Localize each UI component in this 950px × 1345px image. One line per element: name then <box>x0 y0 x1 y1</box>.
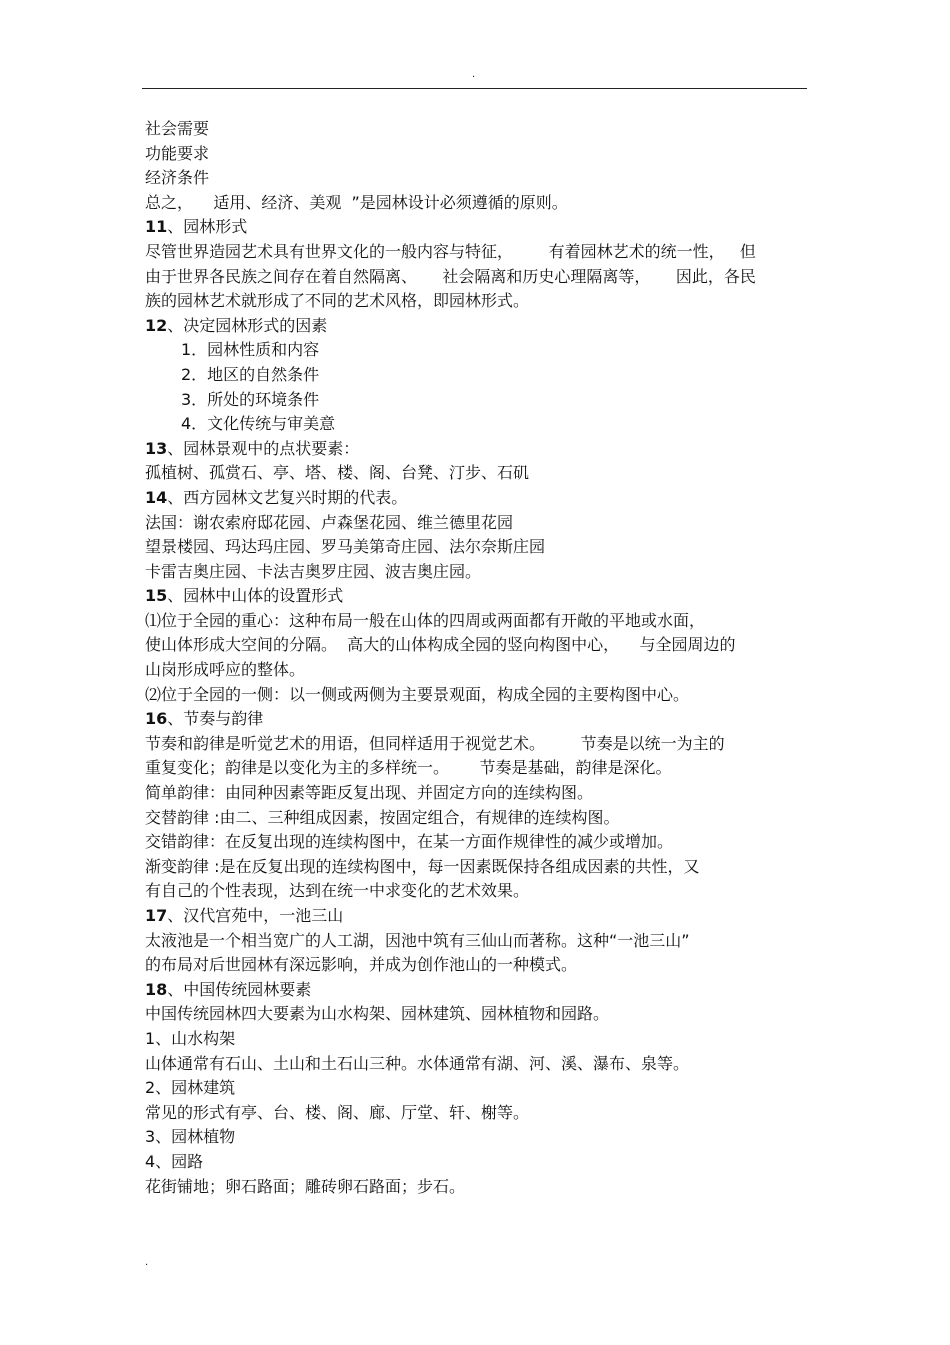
line-text: 功能要求 <box>145 143 210 163</box>
section-number: 18 <box>145 979 168 999</box>
header-rule <box>142 88 807 89</box>
text-line <box>145 166 807 191</box>
line-text: ⑴位于全园的重心：这种布局一般在山体的四周或两面都有开敞的平地或水面， <box>145 610 706 630</box>
line-text: 经济条件 <box>145 168 210 188</box>
line-text: 、汉代宫苑中，一池三山 <box>167 906 344 925</box>
line-text: 1．园林性质和内容 <box>181 340 320 360</box>
text-line <box>145 1027 807 1052</box>
line-text: 法国：谢农索府邸花园、卢森堡花园、维兰德里花园 <box>145 512 514 532</box>
section-heading <box>145 314 807 339</box>
line-text: 使山体形成大空间的分隔。 高大的山体构成全园的竖向构图中心， 与全园周边的 <box>145 635 736 655</box>
text-line <box>145 240 807 265</box>
text-line <box>145 830 807 855</box>
line-text: 由于世界各民族之间存在着自然隔离、 社会隔离和历史心理隔离等， 因此，各民 <box>145 266 756 286</box>
text-line <box>145 633 807 658</box>
line-text: 渐变韵律 :是在反复出现的连续构图中，每一因素既保持各组成因素的共性，又 <box>145 856 700 876</box>
line-text: 孤植树、孤赏石、亭、塔、楼、阁、台凳、汀步、石矶 <box>145 463 530 483</box>
line-text: 总之， 适用、经济、美观 ”是园林设计必须遵循的原则。 <box>145 192 568 212</box>
line-text: 、园林形式 <box>167 217 248 237</box>
line-text: 、中国传统园林要素 <box>167 979 312 999</box>
text-line <box>145 855 807 880</box>
text-line <box>145 191 807 216</box>
text-line <box>145 953 807 978</box>
section-number: 12 <box>145 315 168 335</box>
text-line <box>145 1101 807 1126</box>
line-text: 2、园林建筑 <box>145 1078 236 1098</box>
line-text: 族的园林艺术就形成了不同的艺术风格，即园林形式。 <box>145 291 530 311</box>
line-text: 望景楼园、玛达玛庄园、罗马美第奇庄园、法尔奈斯庄园 <box>145 537 546 557</box>
section-heading <box>145 486 807 511</box>
text-line <box>145 363 807 388</box>
text-line <box>145 806 807 831</box>
section-number: 16 <box>145 709 168 729</box>
footer-dot: . <box>145 1257 149 1268</box>
line-text: 、西方园林文艺复兴时期的代表。 <box>167 487 408 507</box>
text-line <box>145 412 807 437</box>
line-text: 社会需要 <box>145 119 210 138</box>
line-text: 有自己的个性表现，达到在统一中求变化的艺术效果。 <box>145 881 530 901</box>
line-text: 重复变化；韵律是以变化为主的多样统一。 节奏是基础，韵律是深化。 <box>145 758 672 778</box>
line-text: 1、山水构架 <box>145 1028 236 1048</box>
section-number: 13 <box>145 438 168 458</box>
text-line <box>145 388 807 413</box>
text-line <box>145 117 807 142</box>
line-text: 3、园林植物 <box>145 1127 236 1147</box>
document-body <box>145 117 807 1199</box>
line-text: 节奏和韵律是听觉艺术的用语，但同样适用于视觉艺术。 节奏是以统一为主的 <box>145 733 725 753</box>
text-line <box>145 683 807 708</box>
section-heading <box>145 978 807 1003</box>
text-line <box>145 142 807 167</box>
text-line <box>145 1076 807 1101</box>
text-line <box>145 289 807 314</box>
section-number: 15 <box>145 586 168 606</box>
text-line <box>145 879 807 904</box>
line-text: 、园林景观中的点状要素： <box>167 438 360 458</box>
section-number: 11 <box>145 217 168 237</box>
text-line <box>145 560 807 585</box>
line-text: 2．地区的自然条件 <box>181 364 320 384</box>
text-line <box>145 609 807 634</box>
text-line <box>145 1150 807 1175</box>
line-text: 、园林中山体的设置形式 <box>167 586 344 606</box>
line-text: 山岗形成呼应的整体。 <box>145 660 306 680</box>
section-number: 17 <box>145 906 168 925</box>
section-heading <box>145 584 807 609</box>
line-text: 、节奏与韵律 <box>167 709 264 729</box>
text-line <box>145 535 807 560</box>
text-line <box>145 338 807 363</box>
text-line <box>145 658 807 683</box>
text-line <box>145 732 807 757</box>
text-line <box>145 781 807 806</box>
text-line <box>145 1002 807 1027</box>
line-text: 中国传统园林四大要素为山水构架、园林建筑、园林植物和园路。 <box>145 1004 610 1024</box>
line-text: ⑵位于全园的一侧：以一侧或两侧为主要景观面，构成全园的主要构图中心。 <box>145 684 690 704</box>
line-text: 4、园路 <box>145 1151 204 1171</box>
section-heading <box>145 707 807 732</box>
text-line <box>145 1125 807 1150</box>
line-text: 4．文化传统与审美意 <box>181 414 336 434</box>
text-line <box>145 265 807 290</box>
line-text: 、决定园林形式的因素 <box>167 315 328 335</box>
text-line <box>145 1175 807 1200</box>
line-text: 卡雷吉奥庄园、卡法吉奥罗庄园、波吉奥庄园。 <box>145 561 482 581</box>
line-text: 山体通常有石山、土山和土石山三种。水体通常有湖、河、溪、瀑布、泉等。 <box>145 1053 690 1073</box>
line-text: 常见的形式有亭、台、楼、阁、廊、厅堂、轩、榭等。 <box>145 1102 530 1122</box>
line-text: 交替韵律 :由二、三种组成因素，按固定组合，有规律的连续构图。 <box>145 807 620 827</box>
line-text: 3．所处的环境条件 <box>181 389 320 409</box>
header-dot: . <box>472 69 476 80</box>
text-line <box>145 756 807 781</box>
line-text: 花街铺地；卵石路面；雕砖卵石路面；步石。 <box>145 1176 466 1196</box>
line-text: 太液池是一个相当宽广的人工湖，因池中筑有三仙山而著称。这种“一池三山” <box>145 930 690 950</box>
section-heading <box>145 904 807 929</box>
text-line <box>145 929 807 954</box>
text-line <box>145 1052 807 1077</box>
line-text: 交错韵律：在反复出现的连续构图中，在某一方面作规律性的减少或增加。 <box>145 832 674 852</box>
section-heading <box>145 215 807 240</box>
text-line <box>145 461 807 486</box>
section-heading <box>145 437 807 462</box>
text-line <box>145 511 807 536</box>
line-text: 的布局对后世园林有深远影响，并成为创作池山的一种模式。 <box>145 955 578 975</box>
line-text: 尽管世界造园艺术具有世界文化的一般内容与特征， 有着园林艺术的统一性， 但 <box>145 241 756 261</box>
line-text: 简单韵律：由同种因素等距反复出现、并固定方向的连续构图。 <box>145 783 594 803</box>
section-number: 14 <box>145 487 168 507</box>
